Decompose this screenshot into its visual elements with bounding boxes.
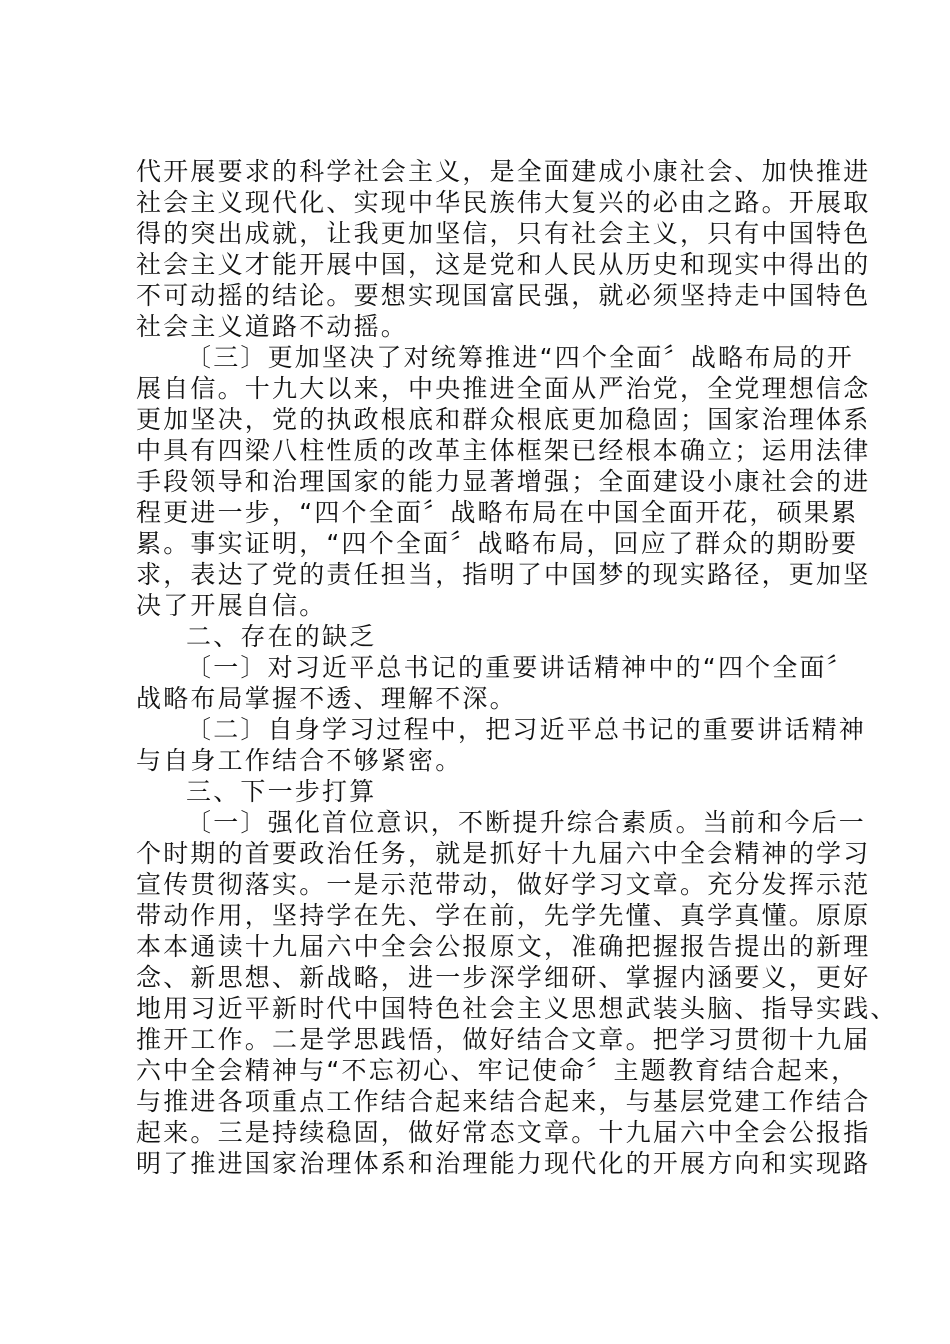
text-line: 二、存在的缺乏	[186, 622, 377, 651]
text-line: 推开工作。二是学思践悟，做好结合文章。把学习贯彻十九届	[136, 1025, 871, 1054]
text-line: 更加坚决，党的执政根底和群众根底更加稳固；国家治理体系	[136, 405, 871, 434]
text-line: 与推进各项重点工作结合起来结合起来，与基层党建工作结合	[136, 1087, 871, 1116]
text-line: 〔一〕强化首位意识，不断提升综合素质。当前和今后一	[186, 808, 867, 837]
text-line: 〔三〕更加坚决了对统筹推进“四个全面〞战略布局的开	[186, 343, 854, 372]
text-line: 社会主义才能开展中国，这是党和人民从历史和现实中得出的	[136, 250, 871, 279]
text-line: 手段领导和治理国家的能力显著增强；全面建设小康社会的进	[136, 467, 871, 496]
text-line: 决了开展自信。	[136, 591, 327, 620]
text-line: 念、新思想、新战略，进一步深学细研、掌握内涵要义，更好	[136, 963, 871, 992]
text-line: 不可动摇的结论。要想实现国富民强，就必须坚持走中国特色	[136, 281, 871, 310]
text-line: 〔二〕自身学习过程中，把习近平总书记的重要讲话精神	[186, 715, 867, 744]
text-line: 本本通读十九届六中全会公报原文，准确把握报告提出的新理	[136, 932, 871, 961]
text-line: 求，表达了党的责任担当，指明了中国梦的现实路径，更加坚	[136, 560, 871, 589]
text-line: 起来。三是持续稳固，做好常态文章。十九届六中全会公报指	[136, 1118, 871, 1147]
document-body	[136, 156, 898, 1179]
text-line: 战略布局掌握不透、理解不深。	[136, 684, 517, 713]
text-line: 宣传贯彻落实。一是示范带动，做好学习文章。充分发挥示范	[136, 870, 871, 899]
text-line: 明了推进国家治理体系和治理能力现代化的开展方向和实现路	[136, 1149, 871, 1178]
text-line: 带动作用，坚持学在先、学在前，先学先懂、真学真懂。原原	[136, 901, 871, 930]
text-line: 社会主义道路不动摇。	[136, 312, 409, 341]
text-line: 中具有四梁八柱性质的改革主体框架已经根本确立；运用法律	[136, 436, 871, 465]
text-line: 累。事实证明，“四个全面〞战略布局，回应了群众的期盼要	[136, 529, 859, 558]
text-line: 程更进一步，“四个全面〞战略布局在中国全面开花，硕果累	[136, 498, 859, 527]
text-line: 地用习近平新时代中国特色社会主义思想武装头脑、指导实践、	[136, 994, 898, 1023]
text-line: 六中全会精神与“不忘初心、牢记使命〞主题教育结合起来，	[136, 1056, 859, 1085]
text-line: 三、下一步打算	[186, 777, 377, 806]
text-line: 个时期的首要政治任务，就是抓好十九届六中全会精神的学习	[136, 839, 871, 868]
text-line: 代开展要求的科学社会主义，是全面建成小康社会、加快推进	[136, 157, 871, 186]
text-line: 得的突出成就，让我更加坚信，只有社会主义，只有中国特色	[136, 219, 871, 248]
text-line: 展自信。十九大以来，中央推进全面从严治党，全党理想信念	[136, 374, 871, 403]
text-line: 与自身工作结合不够紧密。	[136, 746, 463, 775]
text-line: 社会主义现代化、实现中华民族伟大复兴的必由之路。开展取	[136, 188, 871, 217]
text-line: 〔一〕对习近平总书记的重要讲话精神中的“四个全面〞	[186, 653, 854, 682]
